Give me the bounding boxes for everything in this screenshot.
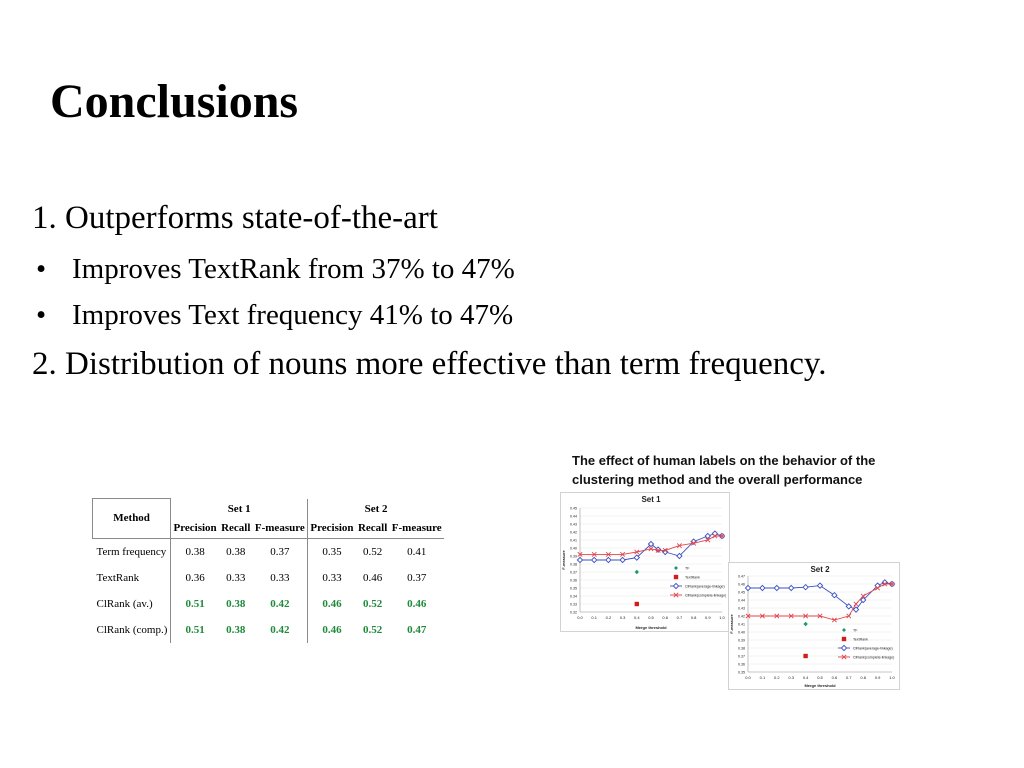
y-axis-label: F-measure	[562, 550, 566, 570]
method-cell: ClRank (av.)	[96, 597, 153, 610]
x-tick-label: 0.4	[634, 615, 640, 620]
x-tick-label: 0.5	[817, 675, 823, 680]
x-tick-label: 0.1	[591, 615, 597, 620]
y-tick-label: 0.34	[570, 594, 577, 599]
y-tick-label: 0.37	[738, 654, 745, 659]
slide-content	[32, 198, 1004, 384]
y-tick-label: 0.42	[738, 614, 745, 619]
value-cell: 0.46	[308, 617, 356, 643]
y-tick-label: 0.44	[570, 514, 577, 519]
x-tick-label: 0.9	[705, 615, 711, 620]
value-cell: 0.52	[363, 597, 383, 610]
x-tick-label: 0.8	[860, 675, 866, 680]
value-cell: 0.36	[171, 565, 219, 591]
y-tick-label: 0.39	[570, 554, 577, 559]
value-cell: 0.38	[226, 623, 246, 636]
bullet-item	[32, 292, 1004, 338]
x-tick-label: 0.3	[788, 675, 794, 680]
value-cell: 0.37	[407, 571, 427, 584]
chart-frame	[561, 493, 730, 632]
figure-caption	[572, 451, 875, 489]
x-tick-label: 0.2	[774, 675, 780, 680]
chart-title: Set 1	[641, 495, 661, 504]
bullet-icon: •	[36, 253, 47, 285]
chart-frame	[729, 563, 900, 690]
y-tick-label: 0.35	[738, 670, 745, 675]
y-tick-label: 0.38	[570, 562, 577, 567]
x-tick-label: 0.6	[831, 675, 838, 680]
y-tick-label: 0.35	[570, 586, 577, 591]
y-tick-label: 0.42	[570, 530, 577, 535]
bullet-text: Improves Text frequency 41% to 47%	[72, 299, 514, 331]
results-table	[92, 498, 444, 643]
legend-label: ClRank(average-linkage)	[685, 584, 725, 589]
y-tick-label: 0.44	[738, 598, 745, 603]
legend-label: ClRank(complete-linkage)	[853, 655, 895, 660]
y-tick-label: 0.36	[570, 578, 577, 583]
y-tick-label: 0.47	[738, 574, 745, 579]
y-tick-label: 0.38	[738, 646, 745, 651]
set1-header: Set 1	[171, 499, 308, 519]
value-cell: 0.38	[226, 597, 246, 610]
y-tick-label: 0.46	[738, 582, 745, 587]
slide-title: Conclusions	[50, 75, 299, 128]
x-tick-label: 0.0	[745, 675, 751, 680]
y-tick-label: 0.33	[570, 602, 577, 607]
value-cell: 0.37	[270, 545, 290, 558]
chart-title: Set 2	[810, 565, 830, 574]
y-tick-label: 0.45	[738, 590, 745, 595]
y-tick-label: 0.39	[738, 638, 745, 643]
table-row	[93, 617, 445, 643]
y-axis-label: F-measure	[730, 614, 734, 634]
x-tick-label: 0.5	[648, 615, 654, 620]
conclusion-point-2: 2. Distribution of nouns more effective than term frequency.	[32, 346, 827, 382]
value-cell: 0.46	[308, 591, 356, 617]
y-tick-label: 0.41	[570, 538, 577, 543]
y-tick-label: 0.40	[738, 630, 745, 635]
x-tick-label: 0.9	[874, 675, 881, 680]
method-header: Method	[93, 499, 171, 539]
legend-label: ClRank(complete-linkage)	[685, 593, 727, 598]
col-header: Precision	[171, 519, 219, 539]
y-tick-label: 0.32	[570, 610, 577, 615]
x-tick-label: 0.4	[802, 675, 809, 680]
method-cell: ClRank (comp.)	[96, 623, 168, 636]
x-axis-label: Merge threshold	[804, 683, 836, 688]
figure-caption-line: The effect of human labels on the behavior of the	[572, 453, 876, 468]
bullet-item	[32, 246, 1004, 292]
x-tick-label: 0.7	[676, 615, 683, 620]
col-header: F-measure	[389, 519, 444, 539]
col-header: Recall	[356, 519, 390, 539]
col-header: Recall	[219, 519, 253, 539]
x-tick-label: 1.0	[889, 675, 895, 680]
legend-label: TF	[853, 628, 858, 633]
legend-label: TextRank	[853, 637, 868, 642]
value-cell: 0.41	[407, 545, 427, 558]
value-cell: 0.42	[270, 597, 290, 610]
x-tick-label: 0.8	[690, 615, 697, 620]
legend-label: ClRank(average-linkage)	[853, 646, 893, 651]
method-cell: Term frequency	[96, 545, 167, 558]
table-row	[93, 591, 445, 617]
value-cell: 0.33	[226, 571, 246, 584]
value-cell: 0.42	[270, 623, 290, 636]
y-tick-label: 0.43	[738, 606, 745, 611]
figure-caption-line: clustering method and the overall performance	[572, 472, 863, 487]
value-cell: 0.35	[308, 538, 356, 565]
set2-header: Set 2	[308, 499, 444, 519]
value-cell: 0.46	[407, 597, 427, 610]
method-cell: TextRank	[96, 571, 140, 584]
table-row	[93, 538, 445, 565]
y-tick-label: 0.36	[738, 662, 745, 667]
chart-set2	[728, 562, 900, 690]
y-tick-label: 0.37	[570, 570, 577, 575]
value-cell: 0.47	[407, 623, 427, 636]
value-cell: 0.46	[363, 571, 383, 584]
bullet-text: Improves TextRank from 37% to 47%	[72, 253, 515, 285]
x-tick-label: 0.2	[605, 615, 612, 620]
conclusion-point-1: 1. Outperforms state-of-the-art	[32, 200, 438, 236]
x-tick-label: 0.0	[577, 615, 583, 620]
x-tick-label: 0.6	[662, 615, 668, 620]
value-cell: 0.38	[226, 545, 246, 558]
x-tick-label: 0.3	[619, 615, 626, 620]
legend-marker	[674, 575, 678, 579]
x-tick-label: 0.7	[846, 675, 852, 680]
value-cell: 0.52	[363, 623, 383, 636]
col-header: Precision	[308, 519, 356, 539]
legend-label: TF	[685, 566, 690, 571]
value-cell: 0.38	[171, 538, 219, 565]
legend-label: TextRank	[685, 575, 700, 580]
chart-set1	[560, 492, 730, 632]
y-tick-label: 0.45	[570, 506, 577, 511]
x-axis-label: Merge threshold	[635, 625, 667, 630]
y-tick-label: 0.41	[738, 622, 745, 627]
bullet-icon: •	[36, 299, 47, 331]
x-tick-label: 1.0	[719, 615, 725, 620]
y-tick-label: 0.43	[570, 522, 577, 527]
data-point	[635, 602, 639, 606]
table-row	[93, 565, 445, 591]
y-tick-label: 0.40	[570, 546, 577, 551]
legend-marker	[842, 637, 846, 641]
value-cell: 0.33	[270, 571, 290, 584]
value-cell: 0.33	[308, 565, 356, 591]
value-cell: 0.51	[171, 617, 219, 643]
value-cell: 0.52	[363, 545, 383, 558]
x-tick-label: 0.1	[759, 675, 766, 680]
col-header: F-measure	[253, 519, 308, 539]
value-cell: 0.51	[171, 591, 219, 617]
data-point	[803, 654, 807, 658]
